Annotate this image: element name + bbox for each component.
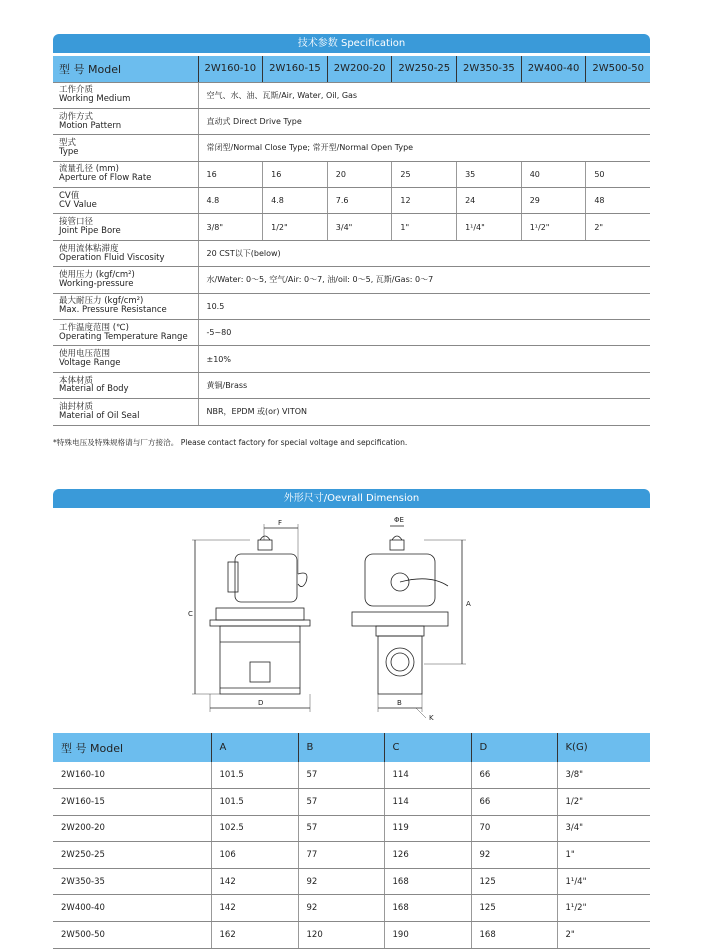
- spec-row-label-cn: 工作温度范围 (℃): [59, 322, 129, 333]
- dim-label-C: C: [188, 610, 193, 618]
- dim-cell: 57: [298, 789, 384, 816]
- spec-row-label-en: Material of Body: [59, 384, 129, 395]
- spec-row-value: 3/8": [198, 214, 263, 240]
- dim-cell: 106: [211, 842, 298, 869]
- spec-row-label: [53, 346, 198, 372]
- dim-cell: 101.5: [211, 789, 298, 816]
- dim-row: [53, 762, 650, 789]
- spec-row-value: 1¹/4": [457, 214, 522, 240]
- spec-header-row: [53, 56, 650, 82]
- dim-cell: 102.5: [211, 815, 298, 842]
- dim-cell: 119: [384, 815, 471, 842]
- dim-row: [53, 815, 650, 842]
- dim-cell: 114: [384, 789, 471, 816]
- dim-cell: 2W500-50: [53, 922, 211, 949]
- dim-cell: 190: [384, 922, 471, 949]
- dim-cell: 57: [298, 762, 384, 789]
- spec-row: [53, 135, 650, 161]
- spec-row-label-cn: 流量孔径 (mm): [59, 164, 119, 175]
- spec-row: [53, 188, 650, 214]
- dim-cell: 125: [471, 868, 557, 895]
- spec-row-value: 2": [586, 214, 650, 240]
- spec-row-label-en: Operating Temperature Range: [59, 331, 188, 342]
- spec-row-value: 水/Water: 0～5, 空气/Air: 0～7, 油/oil: 0～5, 瓦斯/Gas: 0～7: [198, 267, 650, 293]
- dim-header-cell: K(G): [557, 733, 650, 762]
- spec-row-label-cn: 使用压力 (kgf/cm²): [59, 270, 135, 280]
- spec-row-value: 16: [198, 161, 263, 187]
- dimension-section-title: 外形尺寸/Oevrall Dimension: [53, 489, 650, 508]
- spec-header-cell: 2W160-15: [263, 56, 328, 82]
- spec-row-value: NBR，EPDM 或(or) VITON: [198, 399, 650, 425]
- dim-cell: 168: [384, 895, 471, 922]
- spec-row-label-en: Voltage Range: [59, 358, 121, 369]
- spec-row-label: [53, 240, 198, 266]
- spec-row-value: 4.8: [198, 188, 263, 214]
- spec-row-label-cn: 使用流体粘滞度: [59, 243, 119, 254]
- spec-row-label-en: CV Value: [59, 199, 97, 210]
- dim-cell: 2W250-25: [53, 842, 211, 869]
- dim-cell: 162: [211, 922, 298, 949]
- spec-row-label-cn: 最大耐压力 (kgf/cm²): [59, 296, 144, 307]
- dim-header-row: [53, 733, 650, 762]
- dim-label-phiE: ΦE: [394, 516, 404, 524]
- spec-row-label: [53, 82, 198, 108]
- spec-row-value: 40: [521, 161, 586, 187]
- dim-header-cell: C: [384, 733, 471, 762]
- spec-row-label-en: Type: [59, 146, 79, 157]
- spec-row-label: [53, 188, 198, 214]
- spec-row-label-cn: CV值: [59, 190, 80, 201]
- spec-row-value: 20: [327, 161, 392, 187]
- spec-row-label-cn: 工作介质: [59, 85, 94, 96]
- spec-row-label-cn: 动作方式: [59, 111, 94, 122]
- spec-row: [53, 267, 650, 293]
- dim-label-B: B: [397, 699, 402, 707]
- spec-header-cell: 2W400-40: [521, 56, 586, 82]
- spec-row: [53, 240, 650, 266]
- spec-row-value: -5~80: [198, 320, 650, 346]
- dim-cell: 70: [471, 815, 557, 842]
- spec-row-label-en: Aperture of Flow Rate: [59, 173, 152, 184]
- valve-dimension-drawing: [180, 512, 500, 727]
- spec-row-label-cn: 型式: [59, 138, 77, 149]
- dimension-table: [53, 733, 650, 949]
- spec-row-value: 3/4": [327, 214, 392, 240]
- spec-table: [53, 56, 650, 426]
- valve-front-view: [352, 526, 466, 718]
- spec-row-value: 16: [263, 161, 328, 187]
- dim-label-K: K: [429, 714, 434, 722]
- dim-cell: 168: [384, 868, 471, 895]
- spec-header-cell: 2W200-20: [327, 56, 392, 82]
- dim-cell: 2": [557, 922, 650, 949]
- dim-cell: 66: [471, 789, 557, 816]
- spec-header-cell: 2W350-35: [457, 56, 522, 82]
- dim-cell: 126: [384, 842, 471, 869]
- spec-row-value: 24: [457, 188, 522, 214]
- spec-row: [53, 214, 650, 240]
- spec-row-value: 50: [586, 161, 650, 187]
- dim-cell: 1¹/4": [557, 868, 650, 895]
- dim-cell: 77: [298, 842, 384, 869]
- spec-row-label-cn: 使用电压范围: [59, 349, 111, 360]
- dim-cell: 2W160-10: [53, 762, 211, 789]
- spec-row-value: 35: [457, 161, 522, 187]
- spec-row-value: 4.8: [263, 188, 328, 214]
- spec-row-label-en: Working Medium: [59, 94, 131, 105]
- spec-row-label-en: Working-pressure: [59, 278, 134, 289]
- spec-row-label-cn: 油封材质: [59, 401, 94, 412]
- spec-row-value: 1": [392, 214, 457, 240]
- spec-row-label: [53, 135, 198, 161]
- spec-row-value: 25: [392, 161, 457, 187]
- dim-header-cell: D: [471, 733, 557, 762]
- dim-cell: 92: [298, 868, 384, 895]
- dim-cell: 2W400-40: [53, 895, 211, 922]
- spec-row-value: 12: [392, 188, 457, 214]
- spec-row: [53, 293, 650, 319]
- spec-header-cell: 2W160-10: [198, 56, 263, 82]
- spec-row-value: 直动式 Direct Drive Type: [198, 108, 650, 134]
- spec-row-label: [53, 399, 198, 425]
- dim-cell: 3/8": [557, 762, 650, 789]
- spec-row-label-en: Operation Fluid Viscosity: [59, 252, 165, 263]
- spec-row-label: [53, 108, 198, 134]
- dim-header-cell: A: [211, 733, 298, 762]
- dim-row: [53, 789, 650, 816]
- dim-row: [53, 895, 650, 922]
- valve-side-view: [192, 524, 310, 712]
- dim-cell: 2W200-20: [53, 815, 211, 842]
- spec-row-label: [53, 161, 198, 187]
- dim-cell: 92: [471, 842, 557, 869]
- spec-row-label: [53, 267, 198, 293]
- spec-header-cell: 2W500-50: [586, 56, 650, 82]
- dim-cell: 142: [211, 895, 298, 922]
- spec-row-value: 常闭型/Normal Close Type; 常开型/Normal Open Type: [198, 135, 650, 161]
- dim-cell: 2W350-35: [53, 868, 211, 895]
- dim-row: [53, 868, 650, 895]
- dim-row: [53, 842, 650, 869]
- spec-row-value: 48: [586, 188, 650, 214]
- spec-row-label-cn: 接管口径: [59, 217, 94, 228]
- spec-row: [53, 372, 650, 398]
- spec-row-label-cn: 本体材质: [59, 375, 94, 386]
- spec-row-label: [53, 372, 198, 398]
- spec-header-model: 型 号 Model: [53, 56, 198, 82]
- spec-row-value: 20 CST以下(below): [198, 240, 650, 266]
- dim-header-cell: B: [298, 733, 384, 762]
- dim-cell: 1¹/2": [557, 895, 650, 922]
- dim-label-F: F: [278, 519, 283, 527]
- spec-note: *特殊电压及特殊规格请与厂方接洽。 Please contact factory for special voltage and sepcification.: [53, 438, 408, 447]
- dim-cell: 142: [211, 868, 298, 895]
- dim-cell: 168: [471, 922, 557, 949]
- dim-cell: 2W160-15: [53, 789, 211, 816]
- spec-section-title: 技术参数 Specification: [53, 34, 650, 53]
- spec-row: [53, 108, 650, 134]
- spec-row-label-en: Max. Pressure Resistance: [59, 305, 167, 316]
- dim-cell: 3/4": [557, 815, 650, 842]
- dim-cell: 92: [298, 895, 384, 922]
- spec-row-value: 10.5: [198, 293, 650, 319]
- spec-row-value: ±10%: [198, 346, 650, 372]
- dim-cell: 114: [384, 762, 471, 789]
- dim-cell: 1": [557, 842, 650, 869]
- spec-row: [53, 399, 650, 425]
- spec-row-label: [53, 293, 198, 319]
- spec-row-value: 29: [521, 188, 586, 214]
- spec-row-label: [53, 214, 198, 240]
- dim-cell: 1/2": [557, 789, 650, 816]
- dim-label-D: D: [258, 699, 264, 707]
- spec-row-label-en: Motion Pattern: [59, 120, 122, 131]
- dim-header-model: 型 号 Model: [53, 733, 211, 762]
- spec-row-label: [53, 320, 198, 346]
- spec-row-label-en: Material of Oil Seal: [59, 410, 140, 421]
- spec-row: [53, 320, 650, 346]
- spec-row: [53, 161, 650, 187]
- spec-row-label-en: Joint Pipe Bore: [59, 226, 121, 237]
- dim-cell: 101.5: [211, 762, 298, 789]
- spec-row-value: 黄铜/Brass: [198, 372, 650, 398]
- spec-row-value: 空气、水、油、瓦斯/Air, Water, Oil, Gas: [198, 82, 650, 108]
- dim-cell: 120: [298, 922, 384, 949]
- dim-cell: 57: [298, 815, 384, 842]
- spec-row-value: 7.6: [327, 188, 392, 214]
- dim-cell: 125: [471, 895, 557, 922]
- spec-row-value: 1/2": [263, 214, 328, 240]
- dim-row: [53, 922, 650, 949]
- dim-cell: 66: [471, 762, 557, 789]
- spec-row-value: 1¹/2": [521, 214, 586, 240]
- spec-row: [53, 82, 650, 108]
- spec-row: [53, 346, 650, 372]
- spec-header-cell: 2W250-25: [392, 56, 457, 82]
- dim-label-A: A: [466, 600, 471, 608]
